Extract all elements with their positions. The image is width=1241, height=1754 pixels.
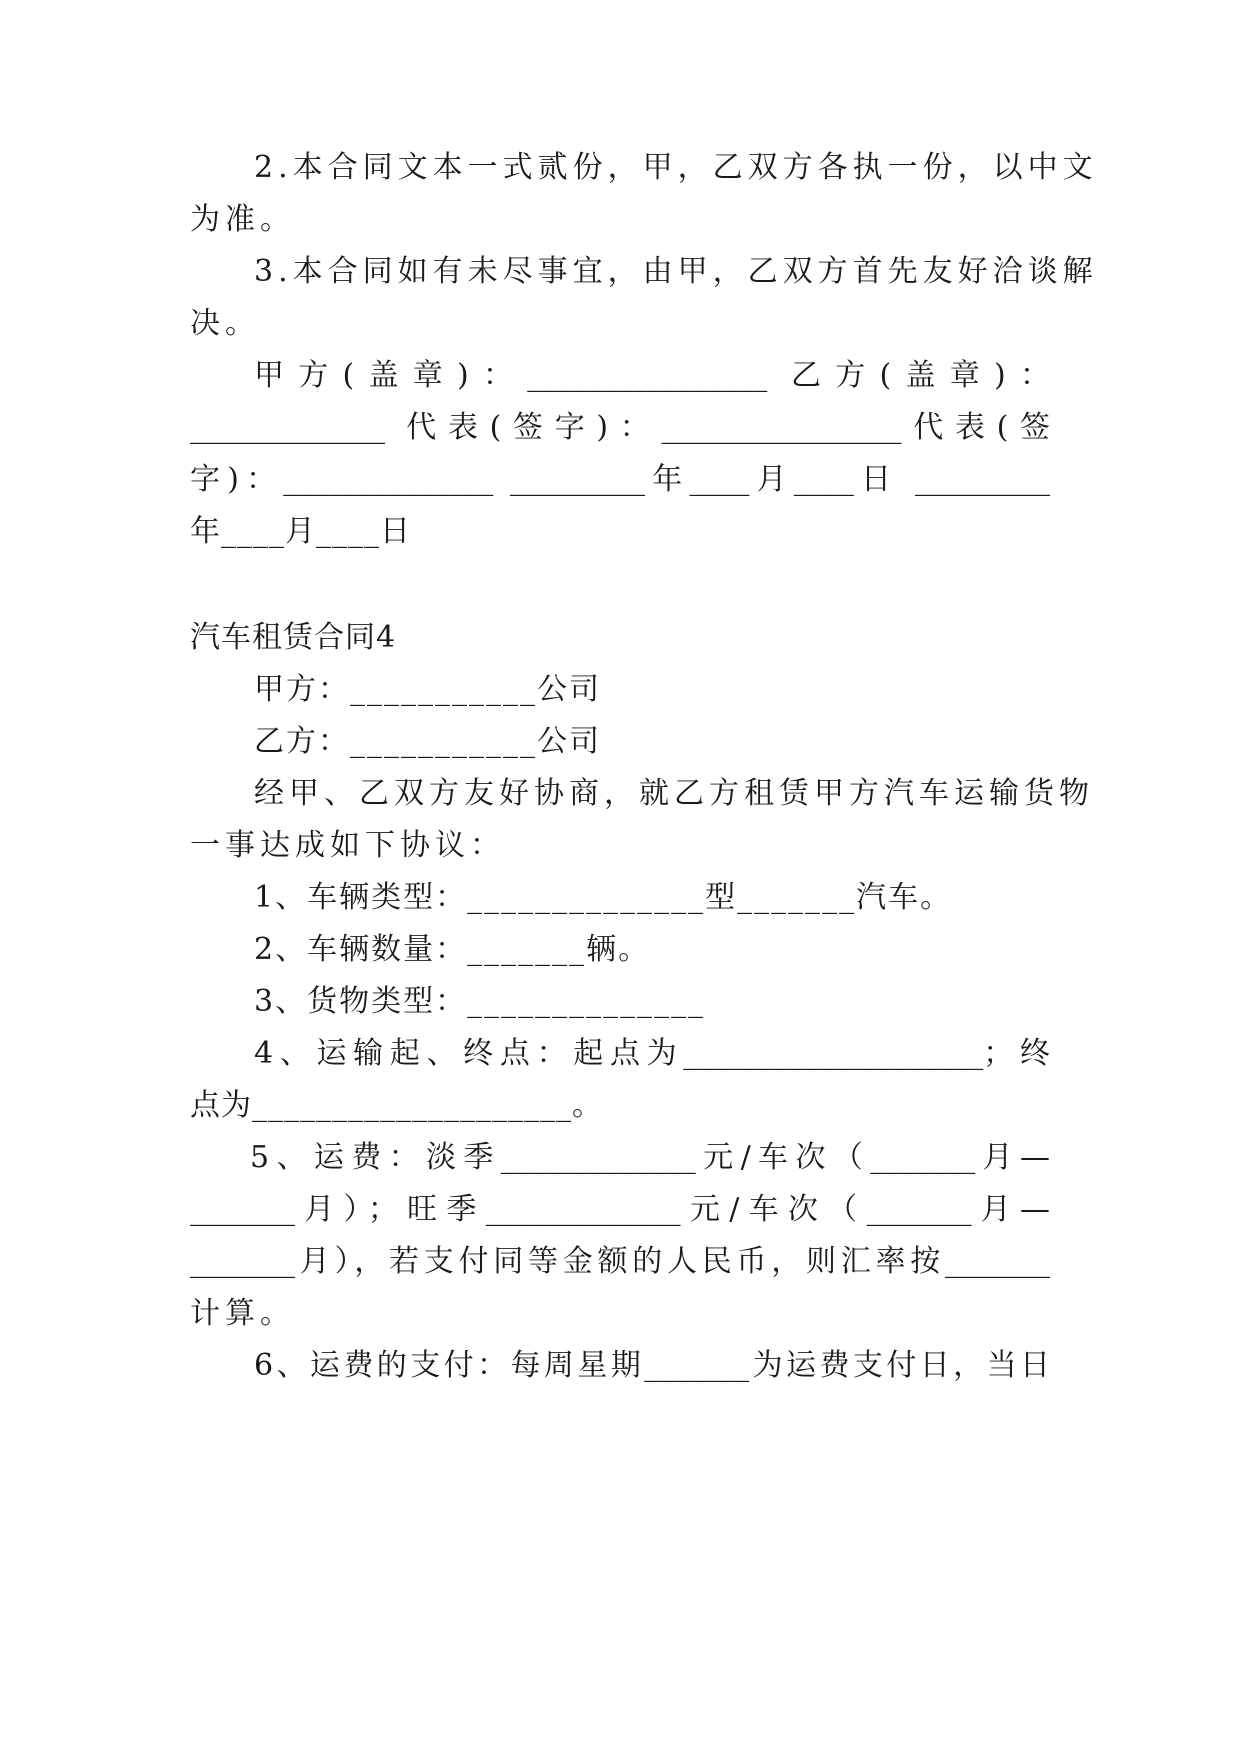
clause-3-line-2: 决。 bbox=[190, 306, 260, 341]
item-5-line-3: _______月），若支付同等金额的人民币，则汇率按_______ bbox=[190, 1244, 1050, 1279]
item-5-line-1: 5、运费：淡季_____________元/车次（_______月— bbox=[250, 1140, 1050, 1175]
party-a-line: 甲方：___________公司 bbox=[254, 672, 601, 707]
item-4-line-1: 4、运输起、终点：起点为____________________；终 bbox=[254, 1036, 1050, 1071]
item-5-line-4: 计算。 bbox=[190, 1296, 295, 1331]
item-2-line: 2、车辆数量：_______辆。 bbox=[254, 932, 651, 967]
contract-title: 汽车租赁合同4 bbox=[190, 620, 397, 655]
item-1-line: 1、车辆类型：______________型_______汽车。 bbox=[254, 880, 953, 915]
signature-line-4: 年____月____日 bbox=[190, 514, 411, 549]
signature-line-2: _____________ 代表(签字)：________________代表(签 bbox=[190, 410, 1050, 445]
signature-line-1: 甲方(盖章)：________________ 乙方(盖章)： bbox=[254, 358, 1050, 393]
clause-2-line-1: 2.本合同文本一式贰份，甲，乙双方各执一份，以中文 bbox=[254, 150, 1098, 185]
item-3-line: 3、货物类型：______________ bbox=[254, 984, 706, 1019]
signature-line-3: 字)：______________ _________年____月____日 _________ bbox=[190, 462, 1050, 497]
clause-2-line-2: 为准。 bbox=[190, 202, 295, 237]
preamble-line-1: 经甲、乙双方友好协商，就乙方租赁甲方汽车运输货物 bbox=[254, 776, 1094, 811]
item-4-line-2: 点为____________________。 bbox=[190, 1088, 603, 1123]
party-b-line: 乙方：___________公司 bbox=[254, 724, 601, 759]
item-5-line-2: _______月）；旺季_____________元/车次（_______月— bbox=[190, 1192, 1050, 1227]
clause-3-line-1: 3.本合同如有未尽事宜，由甲，乙双方首先友好洽谈解 bbox=[254, 254, 1098, 289]
item-6-line-1: 6、运费的支付：每周星期_______为运费支付日，当日 bbox=[254, 1348, 1050, 1383]
preamble-line-2: 一事达成如下协议： bbox=[190, 828, 505, 863]
